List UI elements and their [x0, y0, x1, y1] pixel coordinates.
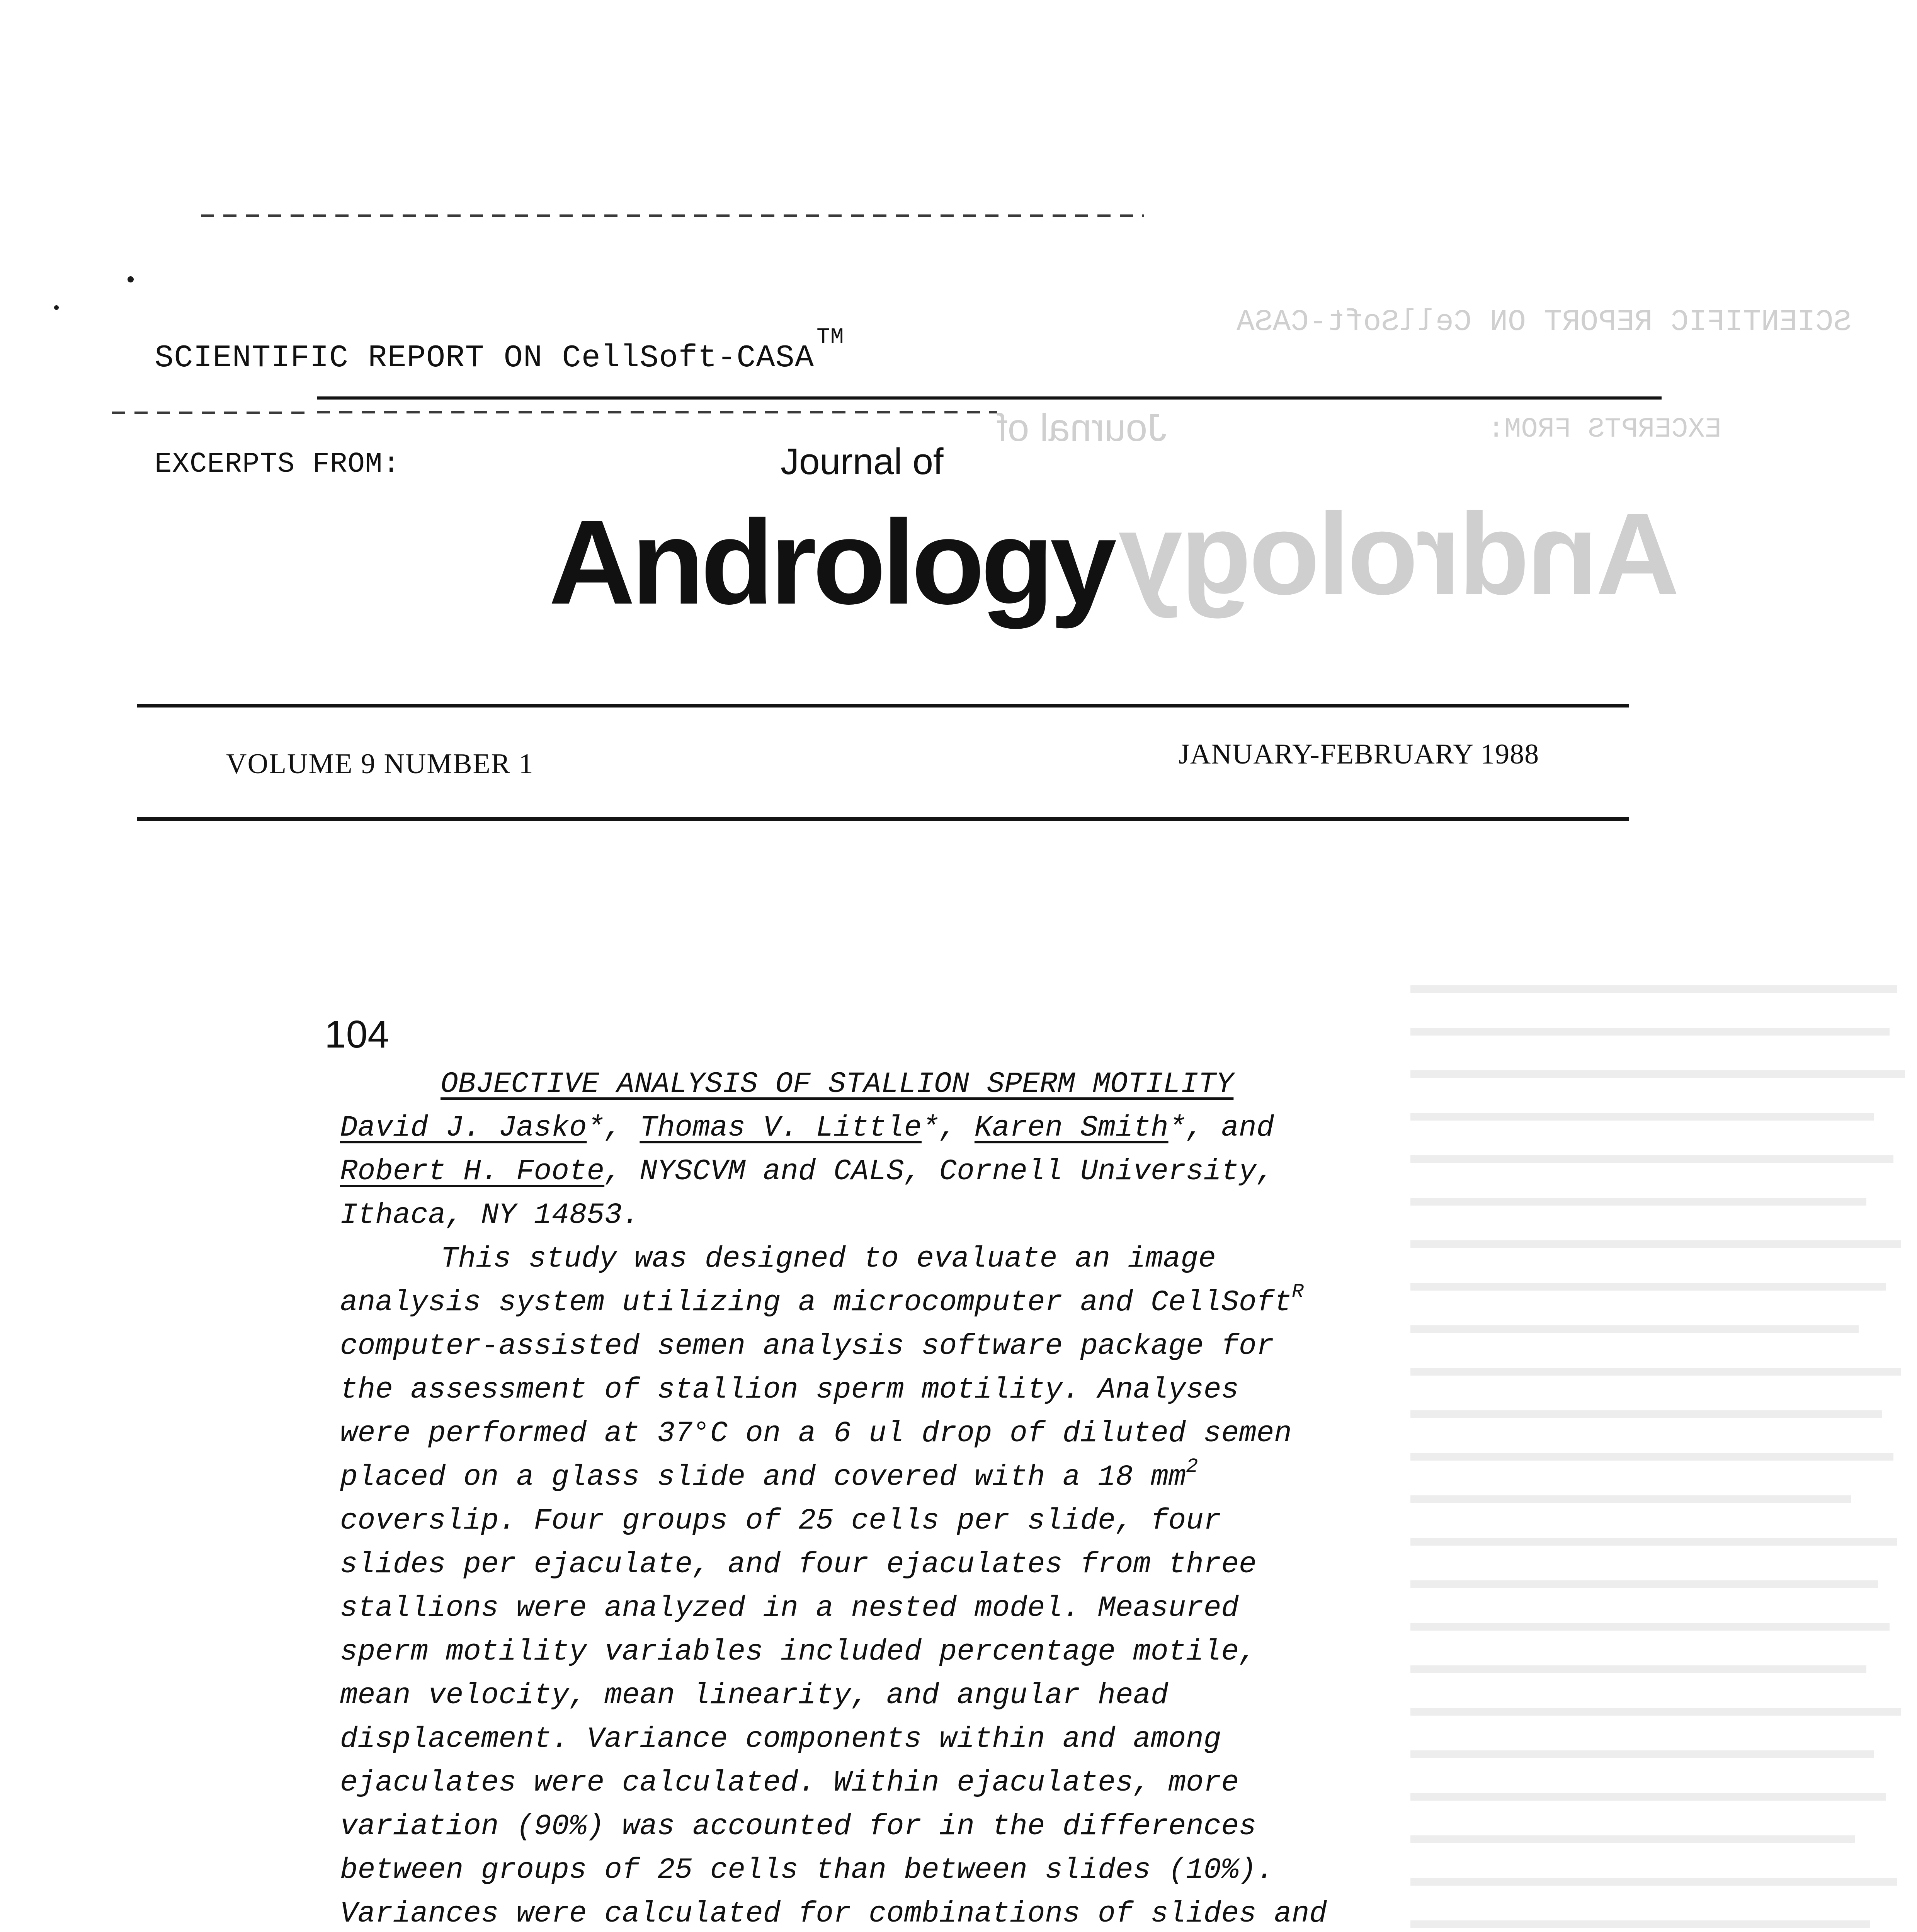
report-title-rule: [317, 396, 1662, 400]
author-name: Thomas V. Little: [640, 1111, 922, 1145]
abstract-line: sperm motility variables included percentage motile,: [340, 1635, 1257, 1668]
abstract-line: variation (90%) was accounted for in the differences: [340, 1810, 1257, 1843]
top-dashed-rule: [201, 214, 1144, 217]
report-title-underline-fragments: [317, 411, 997, 413]
abstract-line: This study was designed to evaluate an image: [441, 1242, 1216, 1276]
author-name: Karen Smith: [974, 1111, 1169, 1145]
scan-speck: [54, 305, 59, 310]
abstract: [340, 1063, 1538, 1932]
report-title: SCIENTIFIC REPORT ON CellSoft-CASA™: [155, 325, 844, 376]
abstract-line: computer-assisted semen analysis software package for: [340, 1330, 1274, 1363]
show-through-excerpts-label: EXCERPTS FROM:: [1488, 413, 1721, 445]
report-title-dashed-rule: [112, 412, 309, 414]
registered-superscript: R: [1291, 1281, 1304, 1303]
abstract-line: stallions were analyzed in a nested model. Measured: [340, 1592, 1239, 1625]
abstract-line: Variances were calculated for combinations of slides and: [340, 1897, 1327, 1930]
abstract-title: OBJECTIVE ANALYSIS OF STALLION SPERM MOTILITY: [441, 1068, 1234, 1101]
author-name: David J. Jasko: [340, 1111, 587, 1145]
volume-number: VOLUME 9 NUMBER 1: [226, 748, 534, 780]
abstract-line: displacement. Variance components within and among: [340, 1723, 1221, 1756]
abstract-line: slides per ejaculate, and four ejaculates from three: [340, 1548, 1257, 1581]
abstract-line: mean velocity, mean linearity, and angular head: [340, 1679, 1169, 1712]
abstract-line: placed on a glass slide and covered with a 18 $mm^2$: [340, 1455, 1198, 1494]
author-line-1: David J. Jasko*, Thomas V. Little*, Karen Smith*, and: [340, 1111, 1274, 1145]
excerpts-label: EXCERPTS FROM:: [155, 448, 400, 481]
abstract-line: analysis system utilizing a microcomputer and CellSoft$^R$: [340, 1281, 1304, 1319]
page-number: 104: [325, 1013, 389, 1056]
trademark-mark: TM: [816, 325, 844, 350]
show-through-report-title: SCIENTIFIC REPORT ON CellSoft-CASA: [1237, 305, 1852, 339]
author-name: Robert H. Foote: [340, 1155, 605, 1188]
show-through-journal-prefix: Journal of: [997, 406, 1167, 449]
volume-bottom-rule: [137, 817, 1629, 821]
abstract-line: the assessment of stallion sperm motility. Analyses: [340, 1373, 1239, 1406]
abstract-line: were performed at 37°C on a 6 ul drop of diluted semen: [340, 1417, 1292, 1450]
journal-title: Andrology: [549, 495, 1113, 629]
squared-superscript: 2: [1186, 1455, 1198, 1478]
author-line-2: Robert H. Foote, NYSCVM and CALS, Cornell University,: [340, 1155, 1274, 1188]
author-affiliation: Ithaca, NY 14853.: [340, 1199, 640, 1232]
abstract-line: between groups of 25 cells than between slides (10%).: [340, 1854, 1274, 1887]
issue-date: JANUARY-FEBRUARY 1988: [1179, 738, 1539, 770]
show-through-journal-title: Andrology: [1121, 489, 1679, 619]
abstract-line: ejaculates were calculated. Within ejaculates, more: [340, 1766, 1239, 1799]
volume-top-rule: [137, 704, 1629, 707]
journal-prefix: Journal of: [781, 441, 944, 482]
scan-speck: [128, 276, 134, 282]
abstract-line: coverslip. Four groups of 25 cells per slide, four: [340, 1504, 1221, 1537]
